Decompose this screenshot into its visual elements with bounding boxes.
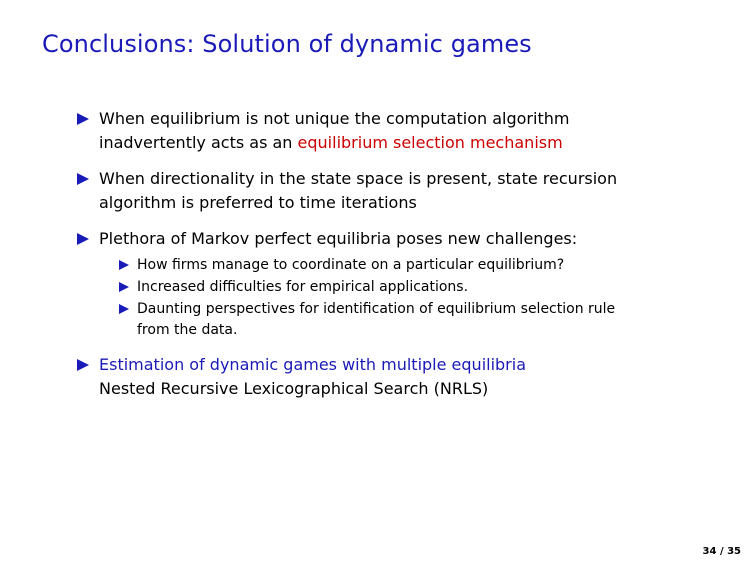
bullet-text-line: Plethora of Markov perfect equilibria poses new challenges:: [99, 229, 578, 248]
triangle-right-icon: [119, 304, 129, 314]
sub-bullet-item: [119, 299, 715, 341]
slide-title: Conclusions: Solution of dynamic games: [42, 30, 532, 58]
sub-bullet-text: Increased difficulties for empirical applications.: [137, 279, 469, 295]
triangle-right-icon: [77, 233, 89, 245]
triangle-right-icon: [119, 282, 129, 292]
sub-bullet-text: How firms manage to coordinate on a particular equilibrium?: [137, 257, 565, 273]
sub-bullet-item: [119, 255, 715, 276]
bullet-text-line: Nested Recursive Lexicographical Search (NRLS): [99, 379, 489, 398]
bullet-text-plain: inadvertently acts as an: [99, 133, 298, 152]
triangle-right-icon: [77, 173, 89, 185]
bullet-item-estimation: [75, 353, 715, 401]
bullet-item-markov-equilibria: [75, 227, 715, 341]
sub-bullet-item: [119, 277, 715, 298]
bullet-text-line: When equilibrium is not unique the computation algorithm: [99, 109, 570, 128]
sub-bullet-text: Daunting perspectives for identification of equilibrium selection rule: [137, 301, 616, 317]
triangle-right-icon: [77, 359, 89, 371]
bullet-text-line: algorithm is preferred to time iterations: [99, 193, 417, 212]
bullet-text-line: When directionality in the state space is present, state recursion: [99, 169, 618, 188]
bullet-text-line: Estimation of dynamic games with multiple equilibria: [99, 355, 527, 374]
page-number: 34 / 35: [702, 546, 741, 557]
triangle-right-icon: [119, 260, 129, 270]
bullet-text-line: [99, 131, 715, 155]
bullet-item-equilibrium-selection: [75, 107, 715, 155]
triangle-right-icon: [77, 113, 89, 125]
highlighted-phrase: equilibrium selection mechanism: [297, 133, 563, 152]
bullet-list: [75, 107, 715, 401]
sub-bullet-list: [99, 255, 715, 341]
bullet-item-state-recursion: [75, 167, 715, 215]
sub-bullet-text: from the data.: [137, 322, 238, 338]
